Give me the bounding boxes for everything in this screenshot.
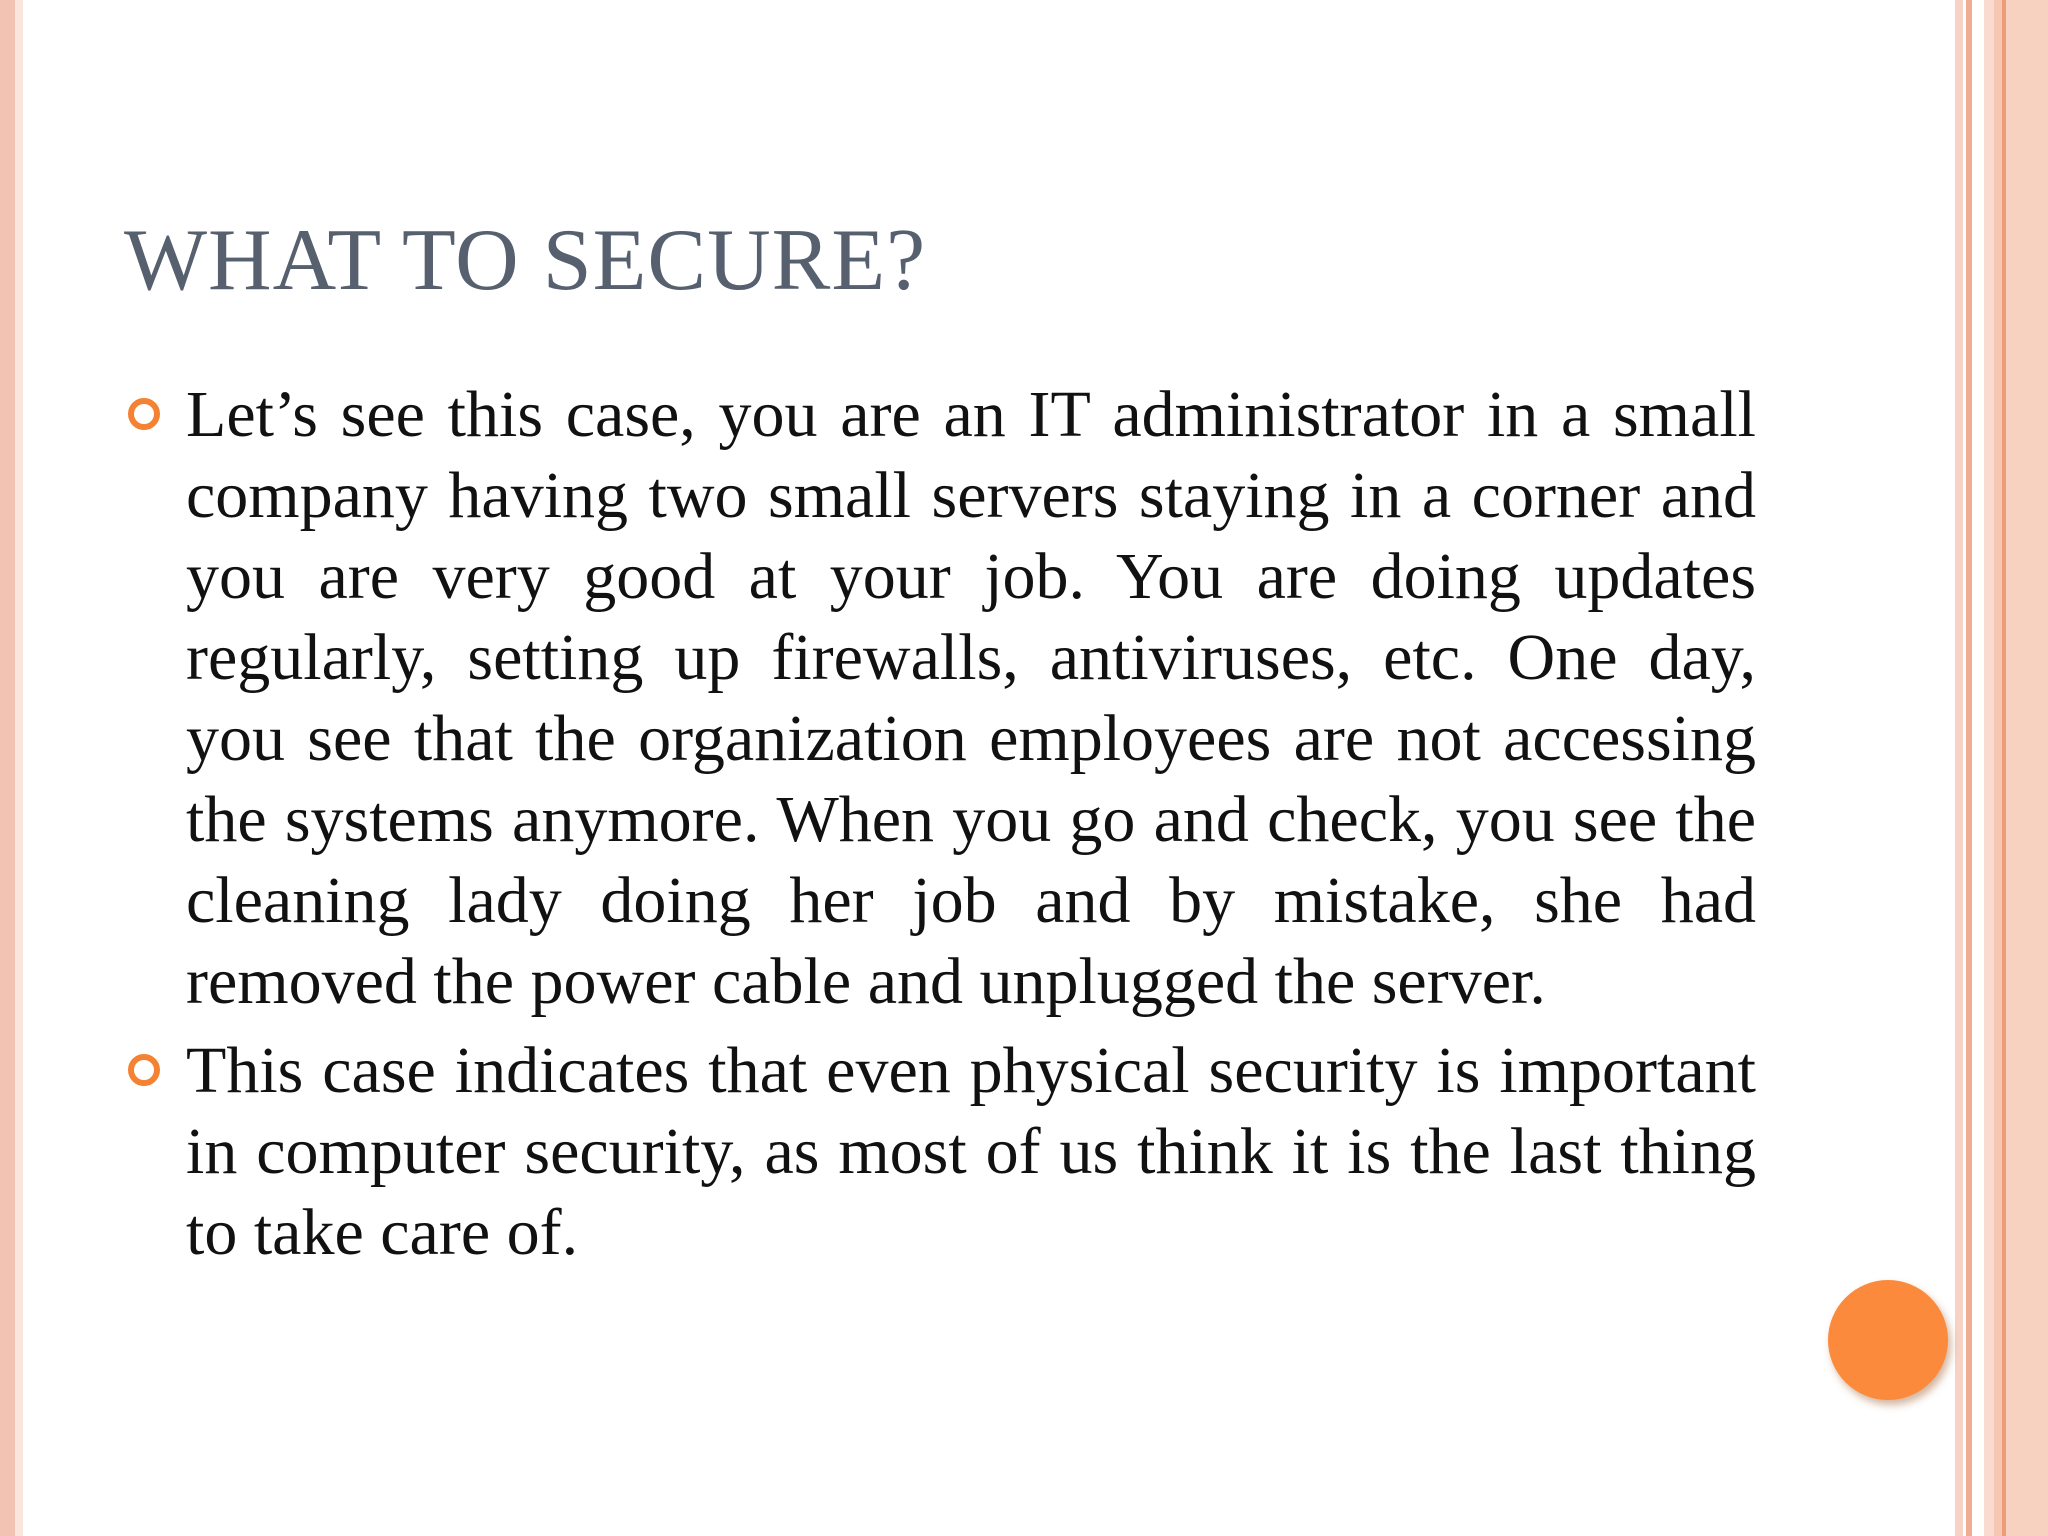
- slide-title: WHAT TO SECURE?: [124, 212, 927, 309]
- right-border-stripe: [1984, 0, 1994, 1536]
- circle-bullet-icon: [128, 1054, 160, 1086]
- right-border-stripe: [2006, 0, 2048, 1536]
- bullet-list: [128, 374, 1756, 1281]
- bullet-item: [128, 374, 1756, 1022]
- bullet-text: This case indicates that even physical security is important in computer security, as most of us think it is the last thing to take care of.: [186, 1034, 1756, 1269]
- decorative-circle-icon: [1828, 1280, 1948, 1400]
- bullet-item: [128, 1030, 1756, 1273]
- bullet-text: Let’s see this case, you are an IT administrator in a small company having two small servers staying in a corner and you are very good at your job. You are doing updates regularly, setting up firewalls, antiviruses, etc. One day, you see that the organization employees are not accessing the systems anymore. When you go and check, you see the cleaning lady doing her job and by mistake, she had removed the power cable and unplugged the server.: [186, 378, 1756, 1018]
- left-border-stripe-light: [15, 0, 23, 1536]
- left-border-stripe: [0, 0, 15, 1536]
- right-border-stripe: [1994, 0, 2002, 1536]
- right-border-stripe: [1955, 0, 1963, 1536]
- circle-bullet-icon: [128, 398, 160, 430]
- right-border-gap: [1972, 0, 1984, 1536]
